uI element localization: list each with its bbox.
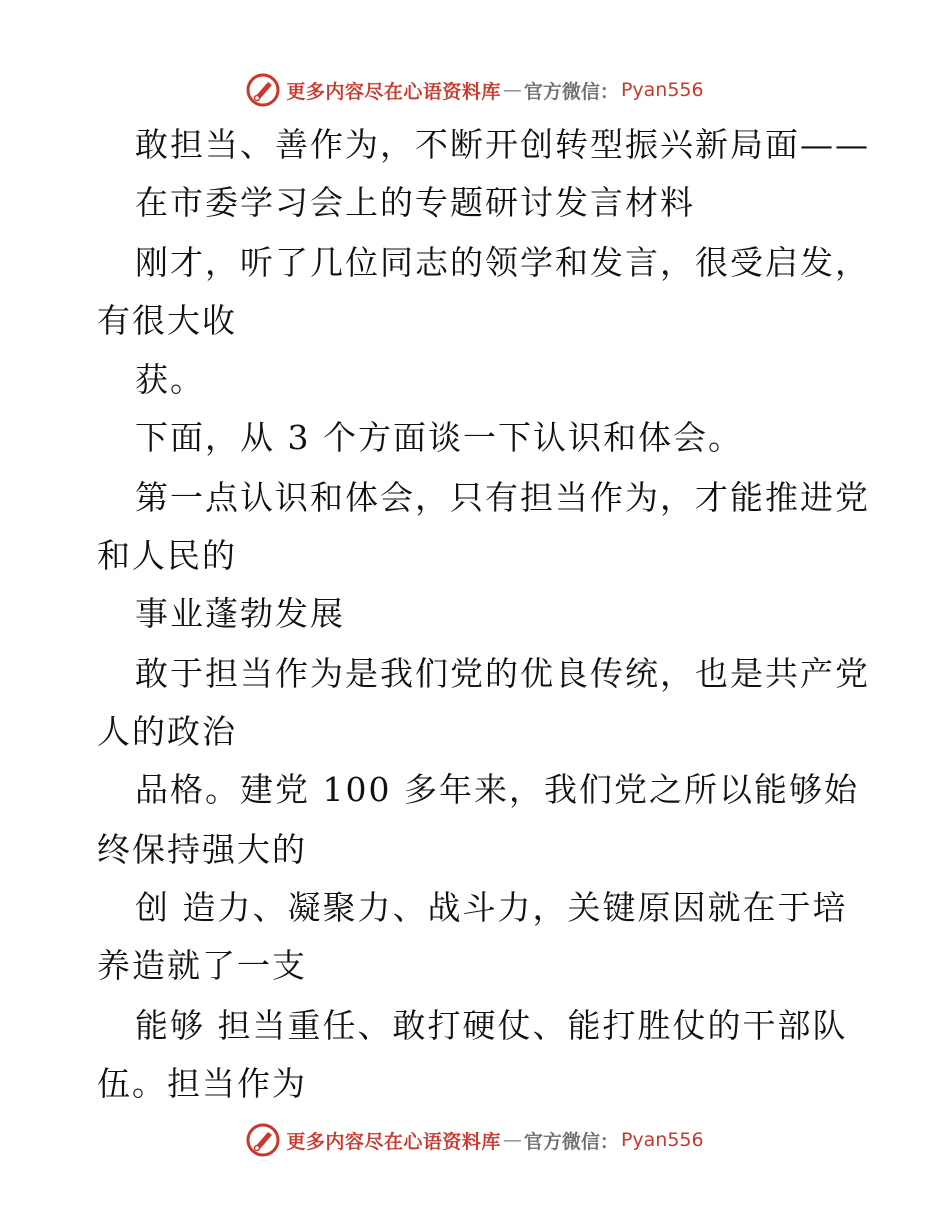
text-line: 敢担当、善作为，不断开创转型振兴新局面—— (135, 125, 870, 164)
text-line: 品格。建党 100 多年来，我们党之所以能够始 (135, 770, 859, 809)
text-line: 第一点认识和体会，只有担当作为，才能推进党 (135, 478, 870, 517)
pen-logo-icon (246, 1123, 280, 1157)
text-line: 在市委学习会上的专题研讨发言材料 (135, 183, 695, 222)
text-line: 敢于担当作为是我们党的优良传统，也是共产党 (135, 654, 870, 693)
text-line: 下面，从 3 个方面谈一下认识和体会。 (135, 418, 743, 457)
watermark-account: Pyan556 (620, 79, 704, 101)
watermark-separator: — (502, 1129, 522, 1151)
text-line: 事业蓬勃发展 (135, 594, 345, 633)
watermark-suffix: 官方微信： (523, 1130, 619, 1153)
watermark-separator: — (502, 79, 522, 101)
watermark-prefix: 更多内容尽在心语资料库 (286, 80, 501, 103)
text-line: 终保持强大的 (97, 830, 307, 869)
watermark-account: Pyan556 (620, 1129, 704, 1151)
text-line: 养造就了一支 (97, 946, 307, 985)
text-line: 能够 担当重任、敢打硬仗、能打胜仗的干部队 (135, 1006, 848, 1045)
text-line: 有很大收 (97, 301, 237, 340)
text-line: 获。 (135, 360, 205, 399)
footer-watermark (0, 1120, 950, 1160)
pen-logo-icon (246, 73, 280, 107)
text-line: 伍。担当作为 (97, 1064, 307, 1103)
text-line: 创 造力、凝聚力、战斗力，关键原因就在于培 (135, 888, 848, 927)
text-line: 和人民的 (97, 536, 237, 575)
text-line: 人的政治 (97, 712, 237, 751)
header-watermark (0, 70, 950, 110)
watermark-prefix: 更多内容尽在心语资料库 (286, 1130, 501, 1153)
text-line: 刚才，听了几位同志的领学和发言，很受启发， (135, 243, 870, 282)
watermark-suffix: 官方微信： (523, 80, 619, 103)
